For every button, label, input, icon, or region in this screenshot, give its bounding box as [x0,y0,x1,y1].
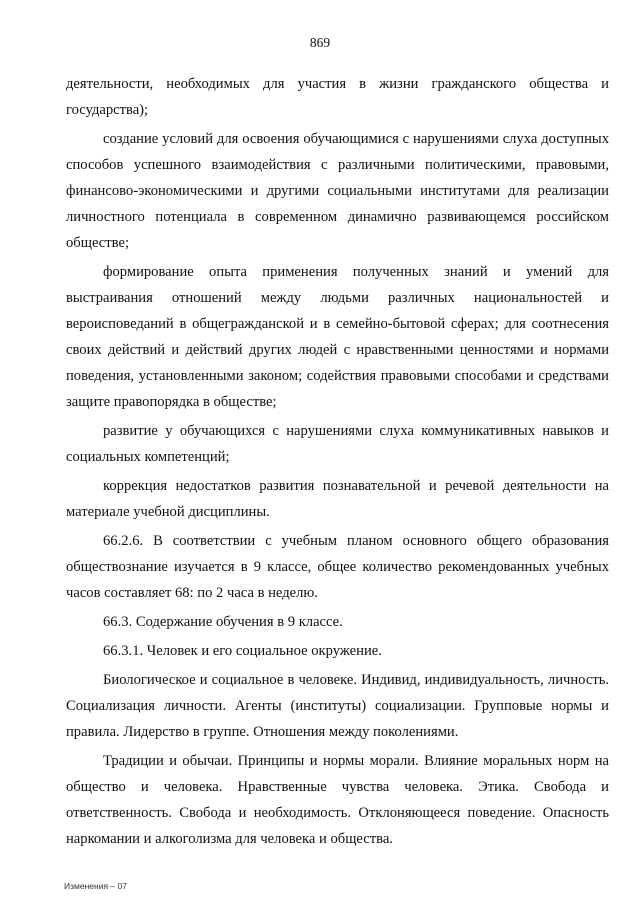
paragraph-communication: развитие у обучающихся с нарушениями слуха коммуникативных навыков и социальных компетенций; [66,423,609,465]
paragraph-correction: коррекция недостатков развития познавательной и речевой деятельности на материале учебной дисциплины. [66,478,609,520]
footer-revision-note: Изменения – 07 [64,881,127,891]
paragraph-experience: формирование опыта применения полученных знаний и умений для выстраивания отношений между людьми различных национальностей и вероисповеданий в общегражданской и в семейно-бытовой сферах; для соотнесения своих действий и действий других людей с нравственными ценностями и нормами поведения, установленными законом; содействия правовыми способами и средствами защите правопорядка в обществе; [66,264,609,410]
section-heading-content: 66.3. Содержание обучения в 9 классе. [103,614,343,630]
paragraph-biological-social: Биологическое и социальное в человеке. Индивид, индивидуальность, личность. Социализация личности. Агенты (институты) социализации. Групповые нормы и правила. Лидерство в группе. Отношения между поколениями. [66,672,609,740]
paragraph-traditions: Традиции и обычаи. Принципы и нормы морали. Влияние моральных норм на общество и человека. Нравственные чувства человека. Этика. Свобода и ответственность. Свобода и необходимость. Отклоняющееся поведение. Опасность наркомании и алкоголизма для человека и общества. [66,753,609,847]
paragraph-conditions: создание условий для освоения обучающимися с нарушениями слуха доступных способов успешного взаимодействия с различными политическими, правовыми, финансово-экономическими и другими социальными институтами для реализации личностного потенциала в современном динамично развивающемся российском обществе; [66,131,609,251]
page-number: 869 [309,35,331,50]
paragraph-curriculum: 66.2.6. В соответствии с учебным планом основного общего образования обществознание изучается в 9 классе, общее количество рекомендованных учебных часов составляет 68: по 2 часа в неделю. [66,533,609,601]
subsection-heading-person: 66.3.1. Человек и его социальное окружение. [103,643,382,659]
paragraph-continuation: деятельности, необходимых для участия в жизни гражданского общества и государства); [66,76,609,118]
